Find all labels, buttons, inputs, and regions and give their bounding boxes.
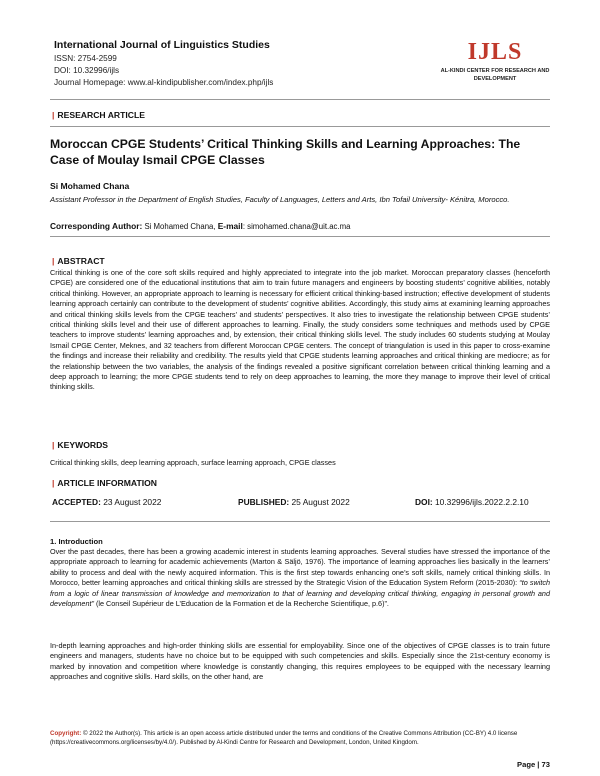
copyright-footer: Copyright: © 2022 the Author(s). This article is an open access article distributed under the terms and conditions of the Creative Commons Attribution (CC-BY) 4.0 license (https://creativecommons.org/licenses/by/4.0/). Published by Al-Kindi Centre for Research and Development, London, United Kingdom. [50, 730, 518, 746]
header-rule [50, 99, 550, 100]
publisher-logo [440, 40, 550, 83]
author-name: Si Mohamed Chana [50, 181, 130, 191]
journal-issn: ISSN: 2754-2599 [54, 54, 117, 63]
article-doi: DOI: 10.32996/ijls.2022.2.2.10 [415, 497, 529, 507]
published-date: PUBLISHED: 25 August 2022 [238, 497, 350, 507]
page-number: Page | 73 [517, 760, 550, 769]
author-email[interactable]: : simohamed.chana@uit.ac.ma [242, 222, 351, 231]
corresponding-author: Corresponding Author: Si Mohamed Chana, E-mail: simohamed.chana@uit.ac.ma [50, 221, 351, 231]
journal-title: International Journal of Linguistics Studies [54, 39, 270, 51]
logo-subtitle: AL-KINDI CENTER FOR RESEARCH AND DEVELOPMENT [440, 68, 550, 82]
section-label: | RESEARCH ARTICLE [52, 110, 145, 120]
intro-heading: 1. Introduction [50, 537, 103, 546]
section-rule [50, 126, 550, 127]
logo-mark: IJLS [467, 39, 523, 65]
abstract-rule [50, 236, 550, 237]
abstract-text: Critical thinking is one of the core soft skills required and highly appreciated to integrate into the job market. Moroccan preparatory classes (henceforth CPGE) are considered one of the educational institutions that aim to train future managers and engineers by boosting students’ cognitive abilities, notably critical thinking. However, an appropriate approach to learning is necessary for efficient critical thinking-based instruction; effective development of students learning approach certainly can contribute to the development of students’ cognitive abilities. Accordingly, this study aims at examining learning approaches and critical thinking skills levels from the CPGE teachers’ and students’ perspectives. It also tries to investigate the relationship between CPGE students’ critical thinking skills level and their use of different approaches to learning. Finally, the study considers some techniques and methods used by CPGE teachers to improve students’ learning approaches and, by extension, their critical thinking skills level. The study includes 60 students studying at Moulay Ismail CPGE Center, Meknes, and 32 teachers from different Moroccan CPGE centers. The concept of triangulation is used in this paper to cross-examine the findings and increase their reliability and credibility. The results yield that CPGE students learning approaches and critical thinking are mediocre; as for the relationship between the two variables, the analysis of the findings revealed a positive significant correlation between critical thinking learning and a deep approach to learning; the more CPGE students tend to rely on deep approaches to learning, the more they manage to improve their level of critical thinking skills. [50, 268, 550, 392]
journal-doi: DOI: 10.32996/ijls [54, 66, 120, 75]
abstract-heading: | ABSTRACT [52, 256, 105, 266]
article-info-heading: | ARTICLE INFORMATION [52, 478, 158, 488]
journal-homepage[interactable]: Journal Homepage: www.al-kindipublisher.com/index.php/ijls [54, 78, 274, 87]
accepted-date: ACCEPTED: 23 August 2022 [52, 497, 162, 507]
keywords-heading: | KEYWORDS [52, 440, 109, 450]
keywords-text: Critical thinking skills, deep learning approach, surface learning approach, CPGE classes [50, 458, 336, 467]
intro-paragraph-2: In-depth learning approaches and high-order thinking skills are essential for employability. Since one of the objectives of CPGE classes is to train future engineers and managers, students have no choice but to be equipped with such competencies and skills. Especially since the 21st-century economy is marked by innovation and competition where knowledge is constantly changing, this requires employees to be equipped with the necessary learning approaches and cognitive skills. Hard skills, on the other hand, are [50, 641, 550, 682]
info-rule [50, 521, 550, 522]
author-affiliation: Assistant Professor in the Department of English Studies, Faculty of Languages, Letters and Arts, Ibn Tofail University- Kénitra, Morocco. [50, 195, 510, 204]
intro-paragraph-1: Over the past decades, there has been a growing academic interest in students learning approaches. Several studies have stressed the importance of the appropriate approach to learning for academic achievements (Marton & Säljö, 1976). The importance of learning approaches lies basically in the learners’ ability to process and deal with the newly acquired information. This is the first step towards enhancing one’s soft skills, namely critical thinking skills. In Morocco, better learning approaches and critical thinking skills are stressed by the Strategic Vision of the Education System Reform (2015-2030): “to switch from a logic of linear transmission of knowledge and memorization to that of learning and developing critical thinking, engaging in personal growth and development” (le Conseil Supérieur de L’Education de la Formation et de la Recherche Scientifique, p.6)”. [50, 547, 550, 609]
paper-title: Moroccan CPGE Students’ Critical Thinking Skills and Learning Approaches: The Case of Moulay Ismail CPGE Classes [50, 137, 521, 167]
